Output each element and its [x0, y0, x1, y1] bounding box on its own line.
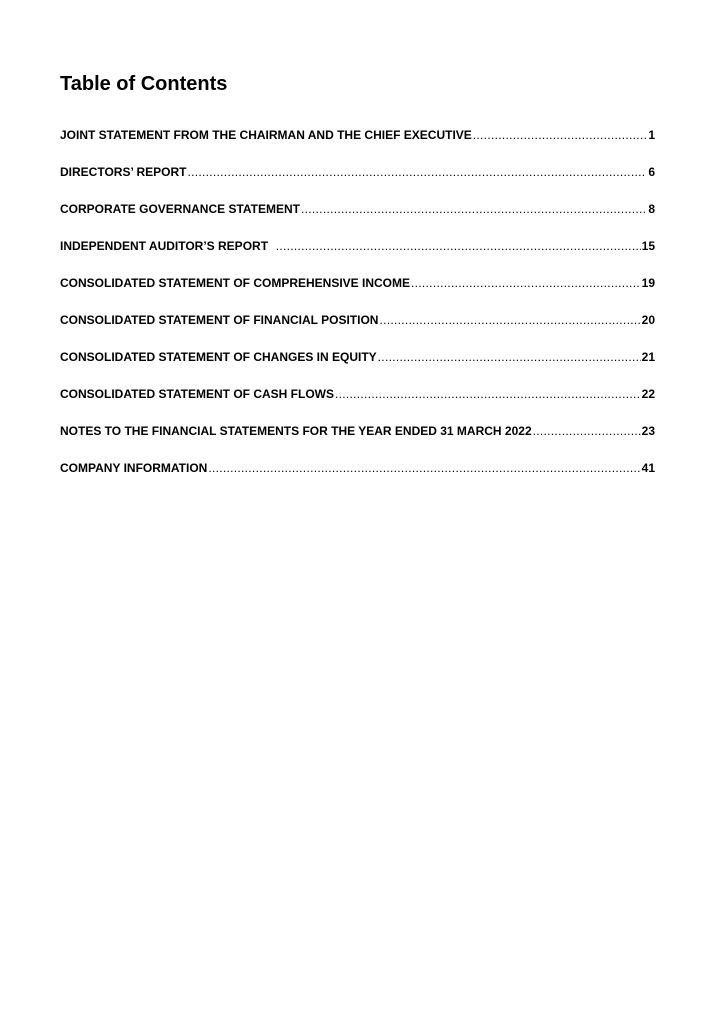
toc-entry-page-number: 8 [648, 202, 655, 216]
toc-entry-label: CORPORATE GOVERNANCE STATEMENT [60, 202, 301, 216]
toc-entry-cash-flows[interactable] [60, 386, 655, 423]
dot-leader [208, 460, 640, 476]
toc-entry-page-number: 41 [641, 461, 655, 475]
toc-entry-corporate-governance[interactable] [60, 201, 655, 238]
toc-entry-label: CONSOLIDATED STATEMENT OF COMPREHENSIVE INCOME [60, 276, 411, 290]
toc-entry-label: NOTES TO THE FINANCIAL STATEMENTS FOR THE YEAR ENDED 31 MARCH 2022 [60, 424, 532, 438]
dot-leader [335, 386, 641, 402]
toc-entry-label: CONSOLIDATED STATEMENT OF CASH FLOWS [60, 387, 334, 401]
table-of-contents [60, 127, 655, 497]
toc-entry-page-number: 23 [641, 424, 655, 438]
toc-entry-company-information[interactable] [60, 460, 655, 497]
toc-entry-page-number: 21 [641, 350, 655, 364]
toc-entry-label: DIRECTORS’ REPORT [60, 165, 187, 179]
toc-entry-page-number: 15 [641, 239, 655, 253]
dot-leader [473, 127, 646, 143]
toc-entry-financial-position[interactable] [60, 312, 655, 349]
toc-entry-label: JOINT STATEMENT FROM THE CHAIRMAN AND THE CHIEF EXECUTIVE [60, 128, 472, 142]
toc-entry-label: INDEPENDENT AUDITOR’S REPORT [60, 239, 275, 253]
page-title: Table of Contents [60, 73, 228, 95]
toc-entry-page-number: 6 [648, 165, 655, 179]
dot-leader [187, 164, 646, 180]
dot-leader [378, 349, 641, 365]
dot-leader [411, 275, 641, 291]
toc-entry-notes-to-statements[interactable] [60, 423, 655, 460]
dot-leader [533, 423, 641, 439]
toc-entry-comprehensive-income[interactable] [60, 275, 655, 312]
toc-entry-label: CONSOLIDATED STATEMENT OF CHANGES IN EQUITY [60, 350, 377, 364]
dot-leader [276, 238, 641, 254]
toc-entry-chairman-ceo-statement[interactable] [60, 127, 655, 164]
toc-entry-label: CONSOLIDATED STATEMENT OF FINANCIAL POSITION [60, 313, 379, 327]
toc-entry-page-number: 22 [641, 387, 655, 401]
toc-entry-auditors-report[interactable] [60, 238, 655, 275]
toc-entry-page-number: 19 [641, 276, 655, 290]
dot-leader [301, 201, 646, 217]
toc-entry-page-number: 1 [648, 128, 655, 142]
toc-entry-changes-in-equity[interactable] [60, 349, 655, 386]
toc-entry-label: COMPANY INFORMATION [60, 461, 208, 475]
toc-entry-page-number: 20 [641, 313, 655, 327]
toc-entry-directors-report[interactable] [60, 164, 655, 201]
dot-leader [379, 312, 640, 328]
